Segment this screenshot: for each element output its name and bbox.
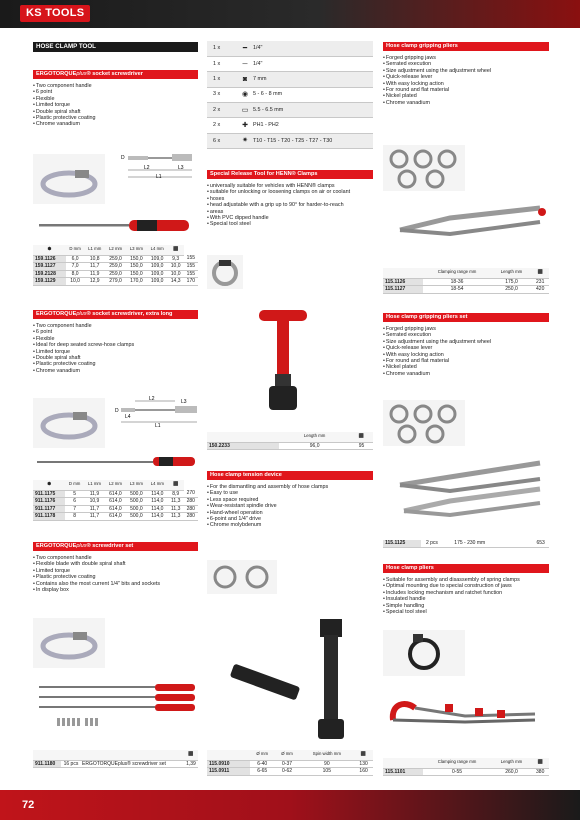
spec-table-5 (207, 750, 373, 776)
section-title-socket-screwdriver-extra-long (33, 310, 198, 319)
cell: 11,3 (168, 505, 184, 513)
cell: 160 (354, 768, 373, 776)
article-number: 911.1177 (33, 505, 65, 513)
cell: 95 (350, 442, 373, 450)
feature-list-4 (207, 183, 350, 228)
col-header: Ø mm (250, 750, 275, 760)
bit-description: T10 - T15 - T20 - T25 - T27 - T30 (253, 133, 373, 148)
socket-screwdriver-photo (33, 214, 198, 238)
title-part: ® socket screwdriver (86, 71, 143, 77)
cell: 109,0 (147, 278, 168, 286)
cell: 259,0 (105, 255, 126, 263)
article-number: 911.1175 (33, 490, 65, 498)
dim-label: L1 (156, 174, 162, 180)
feature-list-7 (383, 326, 491, 377)
quantity: 1 x (207, 56, 237, 71)
col-header (207, 432, 279, 442)
col-header: L1 mm (84, 245, 105, 255)
feature: • Plastic protective coating (33, 574, 160, 580)
cell: 11,7 (84, 263, 105, 271)
cell: 280 (184, 505, 198, 513)
cell: 653 (532, 540, 549, 547)
feature: • head adjustable with a grip up to 90° for harder-to-reach (207, 202, 350, 208)
dim-label: D (121, 155, 125, 161)
feature-list-2 (33, 323, 134, 374)
feature: • Limited torque (33, 568, 160, 574)
spring-clamps-photo (207, 560, 277, 594)
cell: 175,0 (492, 278, 532, 286)
dim-label: L2 (149, 396, 155, 402)
section-title-hose-clamp-pliers: Hose clamp pliers (383, 564, 549, 573)
weight-icon: ⬛ (168, 245, 184, 255)
cell: 109,0 (147, 263, 168, 271)
cell: 10,0 (168, 270, 184, 278)
bits-row (207, 103, 373, 118)
col-header: Length mm (492, 268, 532, 278)
cell: 10,0 (66, 278, 85, 286)
feature: • Two component handle (33, 83, 96, 89)
cell: 170,0 (126, 278, 147, 286)
spring-clamp-photo (383, 630, 465, 676)
cell: 109,0 (147, 255, 168, 263)
cell: 9,3 (168, 255, 184, 263)
spec-table-7 (383, 540, 549, 548)
feature: • Double spiral shaft (33, 355, 134, 361)
table-row (383, 540, 549, 547)
cell: 11,3 (168, 513, 184, 521)
cell: 0-55 (423, 768, 492, 776)
feature: • suitable for unlocking or loosening clamps on air or coolant (207, 189, 350, 195)
section-title-socket-screwdriver (33, 70, 198, 79)
bit-description: 7 mm (253, 72, 373, 87)
table-row (207, 442, 373, 450)
dim-label: L3 (178, 165, 184, 171)
feature: • Less space required (207, 497, 328, 503)
bits-row (207, 72, 373, 87)
cell: 614,0 (105, 498, 126, 506)
cell: 18-54 (423, 286, 492, 294)
cell (496, 540, 532, 547)
col-header (383, 268, 423, 278)
feature: • Flexible (33, 96, 96, 102)
cell: 6,0 (66, 255, 85, 263)
socket-icon: ◙ (237, 72, 253, 87)
gripping-pliers-set-photo (390, 455, 550, 525)
cell: 11,3 (168, 498, 184, 506)
cell: 260,0 (492, 768, 532, 776)
table-row (33, 498, 198, 506)
dim-label: L2 (144, 165, 150, 171)
feature: • Size adjustment using the adjustment wheel (383, 339, 491, 345)
feature: • Quick-release lever (383, 74, 491, 80)
article-number: 159.2128 (33, 270, 66, 278)
feature: • 6 point (33, 89, 96, 95)
section-title-gripping-pliers-set: Hose clamp gripping pliers set (383, 313, 549, 322)
feature: • universally suitable for vehicles with HENN® clamps (207, 183, 350, 189)
bit-description: 1/4" (253, 41, 373, 56)
quantity: 3 x (207, 87, 237, 102)
feature: • Two component handle (33, 323, 134, 329)
article-number: 911.1178 (33, 513, 65, 521)
weight-icon: ⬛ (168, 480, 184, 490)
feature: • Hand-wheel operation (207, 510, 328, 516)
feature: • Chrome vanadium (33, 368, 134, 374)
weight-icon: ⬢ (33, 480, 65, 490)
feature: • Forged gripping jaws (383, 326, 491, 332)
cell: 614,0 (105, 513, 126, 521)
weight-icon: ⬛ (531, 758, 549, 768)
spec-table-6 (383, 268, 549, 294)
cell: 280 (184, 498, 198, 506)
feature: • areas (207, 209, 350, 215)
feature-list-3 (33, 555, 160, 593)
feature: • Contains also the most current 1/4" bits and sockets (33, 581, 160, 587)
cell: 8,9 (168, 490, 184, 498)
tension-device-photo (210, 615, 370, 745)
feature: • hoses (207, 196, 350, 202)
section-title-tension-device: Hose clamp tension device (207, 471, 373, 480)
col-header: L4 mm (147, 480, 168, 490)
feature: • Limited torque (33, 349, 134, 355)
cell: 6-65 (250, 768, 275, 776)
col-header: Length mm (492, 758, 532, 768)
feature: • Special tool steel (207, 221, 350, 227)
bits-row (207, 118, 373, 133)
table-row (207, 768, 373, 776)
cell: 155 (184, 255, 198, 263)
col-header (33, 750, 61, 760)
feature: • Chrome vanadium (383, 371, 491, 377)
cell: 170 (184, 278, 198, 286)
cell: 6 (65, 498, 84, 506)
hose-clamp-photo (33, 154, 105, 204)
cell: 8 (65, 513, 84, 521)
table-row (33, 270, 198, 278)
col-header: L3 mm (126, 480, 147, 490)
cell: 10,9 (84, 498, 105, 506)
table-row (33, 278, 198, 286)
feature-list-8 (383, 577, 520, 615)
feature: • Flexible (33, 336, 134, 342)
cell: 175 - 230 mm (443, 540, 496, 547)
section-title-gripping-pliers: Hose clamp gripping pliers (383, 42, 549, 51)
bit-description: PH1 - PH2 (253, 118, 373, 133)
handle-icon: ━ (237, 41, 253, 56)
table-row (33, 505, 198, 513)
quantity: 1 x (207, 72, 237, 87)
cell: ERGOTORQUEplus® screwdriver set (81, 760, 184, 768)
weight-icon: ⬛ (184, 750, 198, 760)
article-number: 115.1125 (383, 540, 421, 547)
quantity: 6 x (207, 133, 237, 148)
cell: 150,0 (126, 255, 147, 263)
table-row (383, 278, 549, 286)
header-bar (0, 0, 580, 28)
feature: • Includes locking mechanism and ratchet function (383, 590, 520, 596)
cell: 614,0 (105, 490, 126, 498)
feature: • Insulated handle (383, 596, 520, 602)
gripping-pliers-photo (390, 200, 550, 250)
cell: 105 (299, 768, 354, 776)
cell: 2 pcs (421, 540, 444, 547)
feature: • Nickel plated (383, 93, 491, 99)
col-header (383, 758, 423, 768)
col-header: Clamping range mm (423, 758, 492, 768)
article-number: 115.0911 (207, 768, 250, 776)
henn-clamp-photo (207, 255, 243, 289)
torx-bit-icon: ✷ (237, 133, 253, 148)
col-header: L2 mm (105, 245, 126, 255)
table-row (33, 255, 198, 263)
feature: • Quick-release lever (383, 345, 491, 351)
cell: 231 (531, 278, 549, 286)
article-number: 115.1126 (383, 278, 423, 286)
feature: • Simple handling (383, 603, 520, 609)
feature: • Plastic protective coating (33, 115, 96, 121)
cell: 150,0 (126, 263, 147, 271)
feature: • Limited torque (33, 102, 96, 108)
quantity: 1 x (207, 41, 237, 56)
cell: 0-62 (275, 768, 300, 776)
cell: 280 (184, 513, 198, 521)
col-header: L1 mm (84, 480, 105, 490)
quantity: 2 x (207, 103, 237, 118)
cell: 10,8 (84, 255, 105, 263)
feature: • Flexible blade with double spiral shaft (33, 561, 160, 567)
cell: 114,0 (147, 498, 168, 506)
table-row (33, 490, 198, 498)
article-number: 159.1129 (33, 278, 66, 286)
spec-table-3 (33, 750, 198, 768)
feature: • Wear-resistant spindle drive (207, 503, 328, 509)
col-header: Length mm (279, 432, 350, 442)
feature: • Optimal mounting due to special construction of jaws (383, 583, 520, 589)
article-number: 115.1101 (383, 768, 423, 776)
col-header (207, 750, 250, 760)
bit-description: 5.5 - 6.5 mm (253, 103, 373, 118)
feature: • Size adjustment using the adjustment wheel (383, 68, 491, 74)
hose-clamp-photo (33, 398, 105, 448)
article-number: 115.0910 (207, 760, 250, 768)
cell: 1,39 (184, 760, 198, 768)
cell: 114,0 (147, 505, 168, 513)
title-part: ERGOTORQUE (36, 543, 77, 549)
article-number: 150.2233 (207, 442, 279, 450)
feature: • Nickel plated (383, 364, 491, 370)
cell: 11,9 (84, 490, 105, 498)
phillips-bit-icon: ✚ (237, 118, 253, 133)
feature: • Special tool steel (383, 609, 520, 615)
feature: • Chrome molybdenum (207, 522, 328, 528)
cell: 500,0 (126, 505, 147, 513)
spring-clamps-photo (383, 400, 465, 446)
feature: • For round and flat material (383, 87, 491, 93)
feature: • With easy locking action (383, 81, 491, 87)
cell: 16 pcs (61, 760, 81, 768)
weight-icon: ⬛ (350, 432, 373, 442)
cell: 150,0 (126, 270, 147, 278)
cell: 96,0 (279, 442, 350, 450)
col-header: L2 mm (105, 480, 126, 490)
table-row (33, 513, 198, 521)
extension-icon: ─ (237, 56, 253, 71)
title-part: plus (76, 311, 87, 317)
spec-table-2 (33, 480, 198, 521)
title-part: ERGOTORQUE (36, 71, 77, 77)
spec-table-1 (33, 245, 198, 286)
brand-logo: KS TOOLS (20, 5, 90, 22)
table-row (383, 286, 549, 294)
weight-icon: ⬛ (531, 268, 549, 278)
feature: • 6-point and 1/4" drive (207, 516, 328, 522)
cell: 130 (354, 760, 373, 768)
dim-label: D (115, 408, 119, 414)
col-header: Ø mm (275, 750, 300, 760)
feature: • Suitable for assembly and disassembly of spring clamps (383, 577, 520, 583)
col-header: Spin width mm (299, 750, 354, 760)
col-header: Clamping range mm (423, 268, 492, 278)
weight-icon: ⬛ (354, 750, 373, 760)
cell: 380 (531, 768, 549, 776)
cell: 10,0 (168, 263, 184, 271)
bit-description: 5 - 6 - 8 mm (253, 87, 373, 102)
feature: • Serrated execution (383, 61, 491, 67)
cell: 6-40 (250, 760, 275, 768)
feature: • For round and flat material (383, 358, 491, 364)
feature: • Chrome vanadium (383, 100, 491, 106)
cell: 500,0 (126, 490, 147, 498)
feature: • Easy to use (207, 490, 328, 496)
article-number: 159.1127 (33, 263, 66, 271)
feature: • Two component handle (33, 555, 160, 561)
bits-row (207, 87, 373, 102)
cell: 7,0 (66, 263, 85, 271)
cell: 109,0 (147, 270, 168, 278)
table-row (33, 263, 198, 271)
title-part: ® screwdriver set (86, 543, 134, 549)
col-header: L3 mm (126, 245, 147, 255)
cell: 18-36 (423, 278, 492, 286)
hose-clamp-photo (33, 618, 105, 668)
bits-row (207, 56, 373, 71)
cell: 7 (65, 505, 84, 513)
slotted-bit-icon: ▭ (237, 103, 253, 118)
article-number: 115.1127 (383, 286, 423, 294)
cell: 259,0 (105, 270, 126, 278)
cell: 500,0 (126, 513, 147, 521)
quantity: 2 x (207, 118, 237, 133)
section-title-henn-release-tool: Special Release Tool for HENN® Clamps (207, 170, 373, 179)
cell: 114,0 (147, 513, 168, 521)
cell: 250,0 (492, 286, 532, 294)
cell: 279,0 (105, 278, 126, 286)
feature: • Serrated execution (383, 332, 491, 338)
table-row (33, 760, 198, 768)
feature: • 6 point (33, 329, 134, 335)
col-header: D mm (65, 480, 84, 490)
cell: 114,0 (147, 490, 168, 498)
feature: • Forged gripping jaws (383, 55, 491, 61)
extra-long-screwdriver-photo (33, 455, 198, 469)
feature: • For the dismantling and assembly of hose clamps (207, 484, 328, 490)
dimension-drawing-2 (115, 396, 200, 428)
feature: • With PVC dipped handle (207, 215, 350, 221)
screwdriver-set-photo (33, 684, 198, 730)
cell: 155 (184, 270, 198, 278)
cell: 500,0 (126, 498, 147, 506)
cell: 614,0 (105, 505, 126, 513)
henn-release-tool-photo (245, 300, 320, 420)
cell: 11,7 (84, 513, 105, 521)
col-header: L4 mm (147, 245, 168, 255)
spec-table-4 (207, 432, 373, 450)
title-part: plus (76, 71, 87, 77)
cell: 14,3 (168, 278, 184, 286)
col-header: D mm (66, 245, 85, 255)
feature: • Double spiral shaft (33, 109, 96, 115)
cell: 5 (65, 490, 84, 498)
col-header (61, 750, 81, 760)
cell: 11,9 (84, 270, 105, 278)
feature: • Chrome vanadium (33, 121, 96, 127)
col-header (81, 750, 184, 760)
cell: 11,7 (84, 505, 105, 513)
cell: 420 (531, 286, 549, 294)
cell: 90 (299, 760, 354, 768)
hose-clamp-pliers-photo (385, 690, 550, 732)
dim-label: L4 (125, 414, 131, 420)
feature: • With easy locking action (383, 352, 491, 358)
spec-table-8 (383, 758, 549, 776)
page-number: 72 (22, 799, 35, 811)
bits-row (207, 41, 373, 56)
dimension-drawing-1 (120, 150, 200, 182)
feature-list-6 (383, 55, 491, 106)
footer-bar (0, 790, 580, 820)
title-part: ERGOTORQUE (36, 311, 77, 317)
cell: 155 (184, 263, 198, 271)
cell: 259,0 (105, 263, 126, 271)
bit-description: 1/4" (253, 56, 373, 71)
feature: • Plastic protective coating (33, 361, 134, 367)
title-part: plus (76, 543, 87, 549)
article-number: 159.1126 (33, 255, 66, 263)
table-row (207, 760, 373, 768)
bits-row (207, 133, 373, 148)
feature-list-5 (207, 484, 328, 529)
article-number: 911.1176 (33, 498, 65, 506)
dim-label: L3 (181, 399, 187, 405)
cell: 8,0 (66, 270, 85, 278)
feature: • In display box (33, 587, 160, 593)
section-title-screwdriver-set (33, 542, 198, 551)
cell: 270 (184, 490, 198, 498)
weight-icon: ⬢ (33, 245, 66, 255)
cell: 0-37 (275, 760, 300, 768)
dim-label: L1 (155, 423, 161, 428)
table-row (383, 768, 549, 776)
socket-set-icon: ◉ (237, 87, 253, 102)
bits-contents-table (207, 41, 373, 149)
article-number: 911.1180 (33, 760, 61, 768)
cell: 12,9 (84, 278, 105, 286)
title-part: ® socket screwdriver, extra long (86, 311, 173, 317)
page-title: HOSE CLAMP TOOL (33, 42, 198, 52)
spring-clamps-photo (383, 145, 465, 191)
feature: • Ideal for deep seated screw-hose clamps (33, 342, 134, 348)
feature-list-1 (33, 83, 96, 128)
